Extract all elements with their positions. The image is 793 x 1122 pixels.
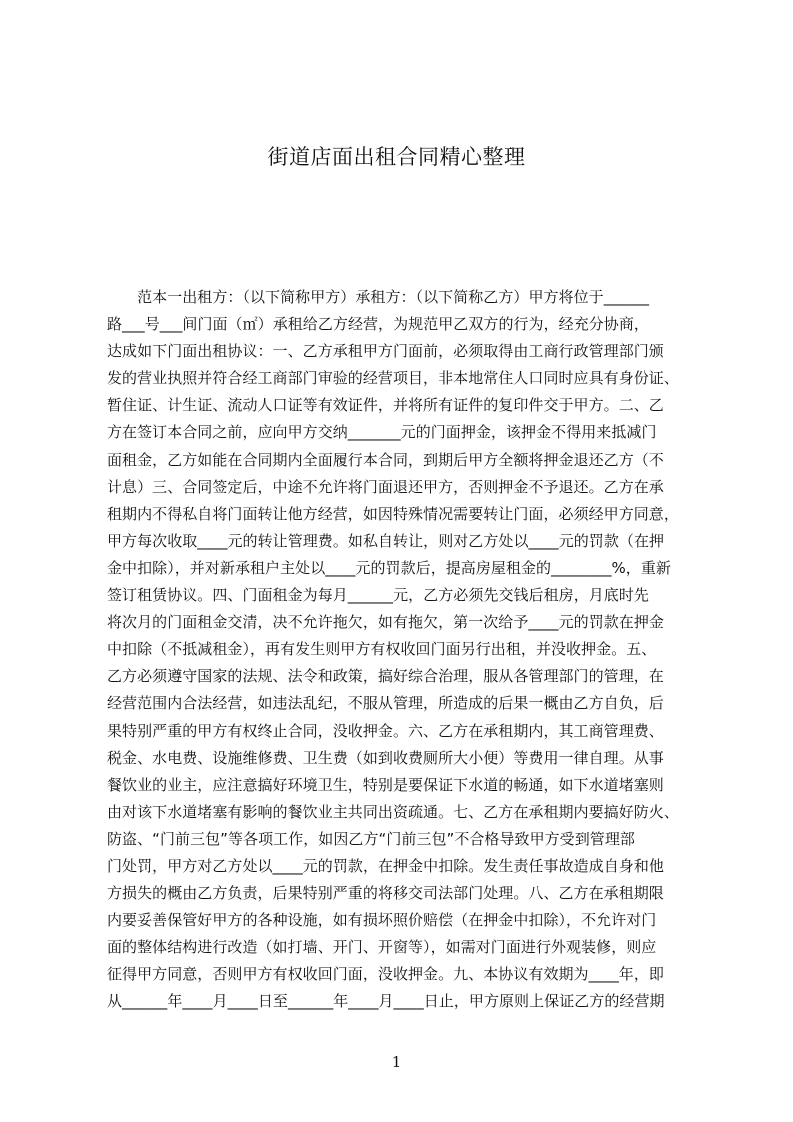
body-line: 发的营业执照并符合经工商部门审验的经营项目，非本地常住人口同时应具有身份证、 [107,369,679,388]
body-line: 金中扣除），并对新承租户主处以____元的罚款后，提高房屋租金的________%，重新 [107,558,671,577]
body-line: 由对该下水道堵塞有影响的餐饮业主共同出资疏通。七、乙方在承租期内要搞好防火、 [107,802,679,821]
body-line: 范本一出租方：（以下简称甲方）承租方：（以下简称乙方）甲方将位于______ [107,288,650,306]
body-line: 路___号___间门面（㎡）承租给乙方经营，为规范甲乙双方的行为，经充分协商， [107,315,649,334]
body-line: 内要妥善保管好甲方的各种设施，如有损坏照价赔偿（在押金中扣除），不允许对门 [107,911,657,930]
body-line: 达成如下门面出租协议：一、乙方承租甲方门面前，必须取得由工商行政管理部门颁 [107,342,664,361]
body-line: 门处罚，甲方对乙方处以____元的罚款，在押金中扣除。发生责任事故造成自身和他 [107,856,664,875]
page-number: 1 [391,1053,402,1071]
body-line: 计息）三、合同签定后，中途不允许将门面退还甲方，否则押金不予退还。乙方在承 [107,477,664,496]
body-line: 暂住证、计生证、流动人口证等有效证件，并将所有证件的复印件交于甲方。二、乙 [107,396,664,415]
body-line: 餐饮业的业主，应注意搞好环境卫生，特别是要保证下水道的畅通，如下水道堵塞则 [107,775,664,794]
body-line: 乙方必须遵守国家的法规、法令和政策，搞好综合治理，服从各管理部门的管理，在 [107,667,664,686]
body-line: 果特别严重的甲方有权终止合同，没收押金。六、乙方在承租期内，其工商管理费、 [107,721,664,740]
document-title: 街道店面出租合同精心整理 [267,145,526,169]
body-line: 经营范围内合法经营，如违法乱纪，不服从管理，所造成的后果一概由乙方自负，后 [107,694,664,713]
body-line: 将次月的门面租金交清，决不允许拖欠，如有拖欠，第一次给予____元的罚款在押金 [107,613,664,632]
body-line: 签订租赁协议。四、门面租金为每月______元，乙方必须先交钱后租房，月底时先 [107,586,649,605]
body-line: 征得甲方同意，否则甲方有权收回门面，没收押金。九、本协议有效期为____年，即 [107,965,664,984]
body-line: 甲方每次收取____元的转让管理费。如私自转让，则对乙方处以____元的罚款（在押 [107,531,665,550]
body-line: 从______年____月____日至______年____月____日止，甲方原则上保证乙方的经营期 [107,992,665,1011]
body-line: 中扣除（不抵减租金），再有发生则甲方有权收回门面另行出租，并没收押金。五、 [107,640,657,659]
body-line: 方损失的概由乙方负责，后果特别严重的将移交司法部门处理。八、乙方在承租期限 [107,884,664,903]
body-line: 防盗、“门前三包”等各项工作，如因乙方“门前三包”不合格导致甲方受到管理部 [107,829,635,848]
body-line: 税金、水电费、设施维修费、卫生费（如到收费厕所大小便）等费用一律自理。从事 [107,748,664,767]
body-line: 租期内不得私自将门面转让他方经营，如因特殊情况需要转让门面，必须经甲方同意， [107,504,679,523]
body-line: 面的整体结构进行改造（如打墙、开门、开窗等），如需对门面进行外观装修，则应 [107,938,657,957]
contract-body [107,284,700,1020]
body-line: 面租金，乙方如能在合同期内全面履行本合同，到期后甲方全额将押金退还乙方（不 [107,450,664,469]
body-line: 方在签订本合同之前，应向甲方交纳_______元的门面押金，该押金不得用来抵减门 [107,423,657,442]
